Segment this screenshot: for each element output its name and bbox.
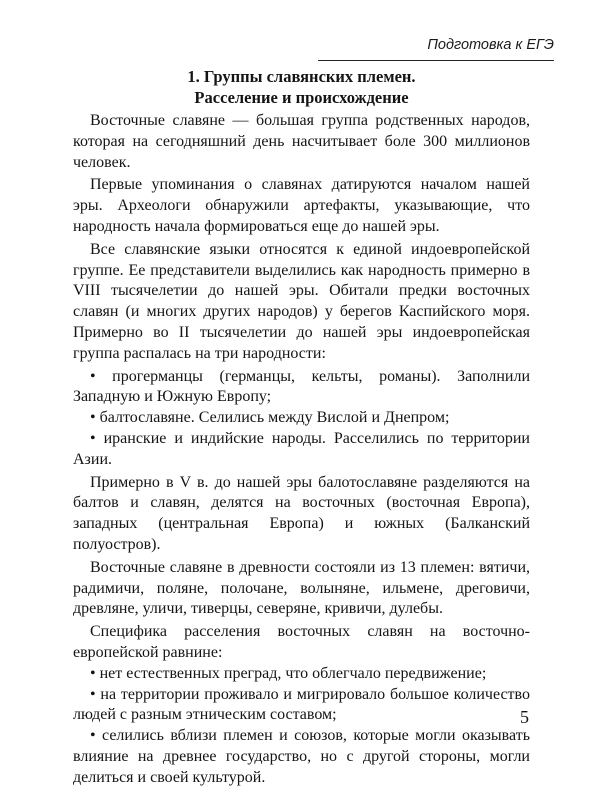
- paragraph-division: Примерно в V в. до нашей эры балотославяне разделяются на балтов и славян, делятся на восточных (восточная Европа), западных (центральная Европа) и южных (Балканский полуостров).: [73, 473, 530, 553]
- paragraph-first-mentions: Первые упоминания о славянах датируются началом нашей эры. Археологи обнаружили артефакты, указывающие, что народность начала формироваться еще до нашей эры.: [73, 176, 530, 235]
- paragraph-language-group: Все славянские языки относятся к единой индоевропейской группе. Ее представители выделились как народность примерно в VIII тысячелетии до нашей эры. Обитали предки восточных славян (и многих других народов) у берегов Каспийского моря. Примерно во II тысячелетии до нашей эры индоевропейская группа распалась на три народности:: [73, 240, 530, 362]
- bullet-item: • прогерманцы (германцы, кельты, романы). Заполнили Западную и Южную Европу;: [73, 367, 530, 406]
- bullet-item: • балтославяне. Селились между Вислой и Днепром;: [90, 409, 450, 427]
- page-content: [73, 67, 530, 789]
- paragraph-intro: Восточные славяне — большая группа родственных народов, которая на сегодняшний день насчитывает боле 300 миллионов человек.: [73, 112, 530, 171]
- section-title-line-2: Расселение и происхождение: [194, 87, 409, 107]
- running-header: [318, 36, 554, 61]
- paragraph-tribes: Восточные славяне в древности состояли из 13 племен: вятичи, радимичи, поляне, полочане, волыняне, ильмене, дреговичи, древляне, уличи, тиверцы, северяне, кривичи, дулебы.: [73, 558, 530, 618]
- bullet-item: • нет естественных преград, что облегчало передвижение;: [90, 664, 487, 682]
- page-number: 5: [520, 707, 529, 727]
- running-title: Подготовка к ЕГЭ: [427, 37, 554, 53]
- bullet-item: • иранские и индийские народы. Расселились по территории Азии.: [73, 429, 530, 468]
- section-title: [73, 67, 530, 108]
- paragraph-settlement: Специфика расселения восточных славян на восточно-европейской равнине:: [73, 623, 530, 661]
- bullet-item: • селились вблизи племен и союзов, которые могли оказывать влияние на древнее государство, но с другой стороны, могли делиться и своей культурой.: [73, 727, 530, 786]
- section-title-line-1: 1. Группы славянских племен.: [187, 67, 416, 86]
- bullet-item: • на территории проживало и мигрировало большое количество людей с разным этническим составом;: [73, 685, 530, 724]
